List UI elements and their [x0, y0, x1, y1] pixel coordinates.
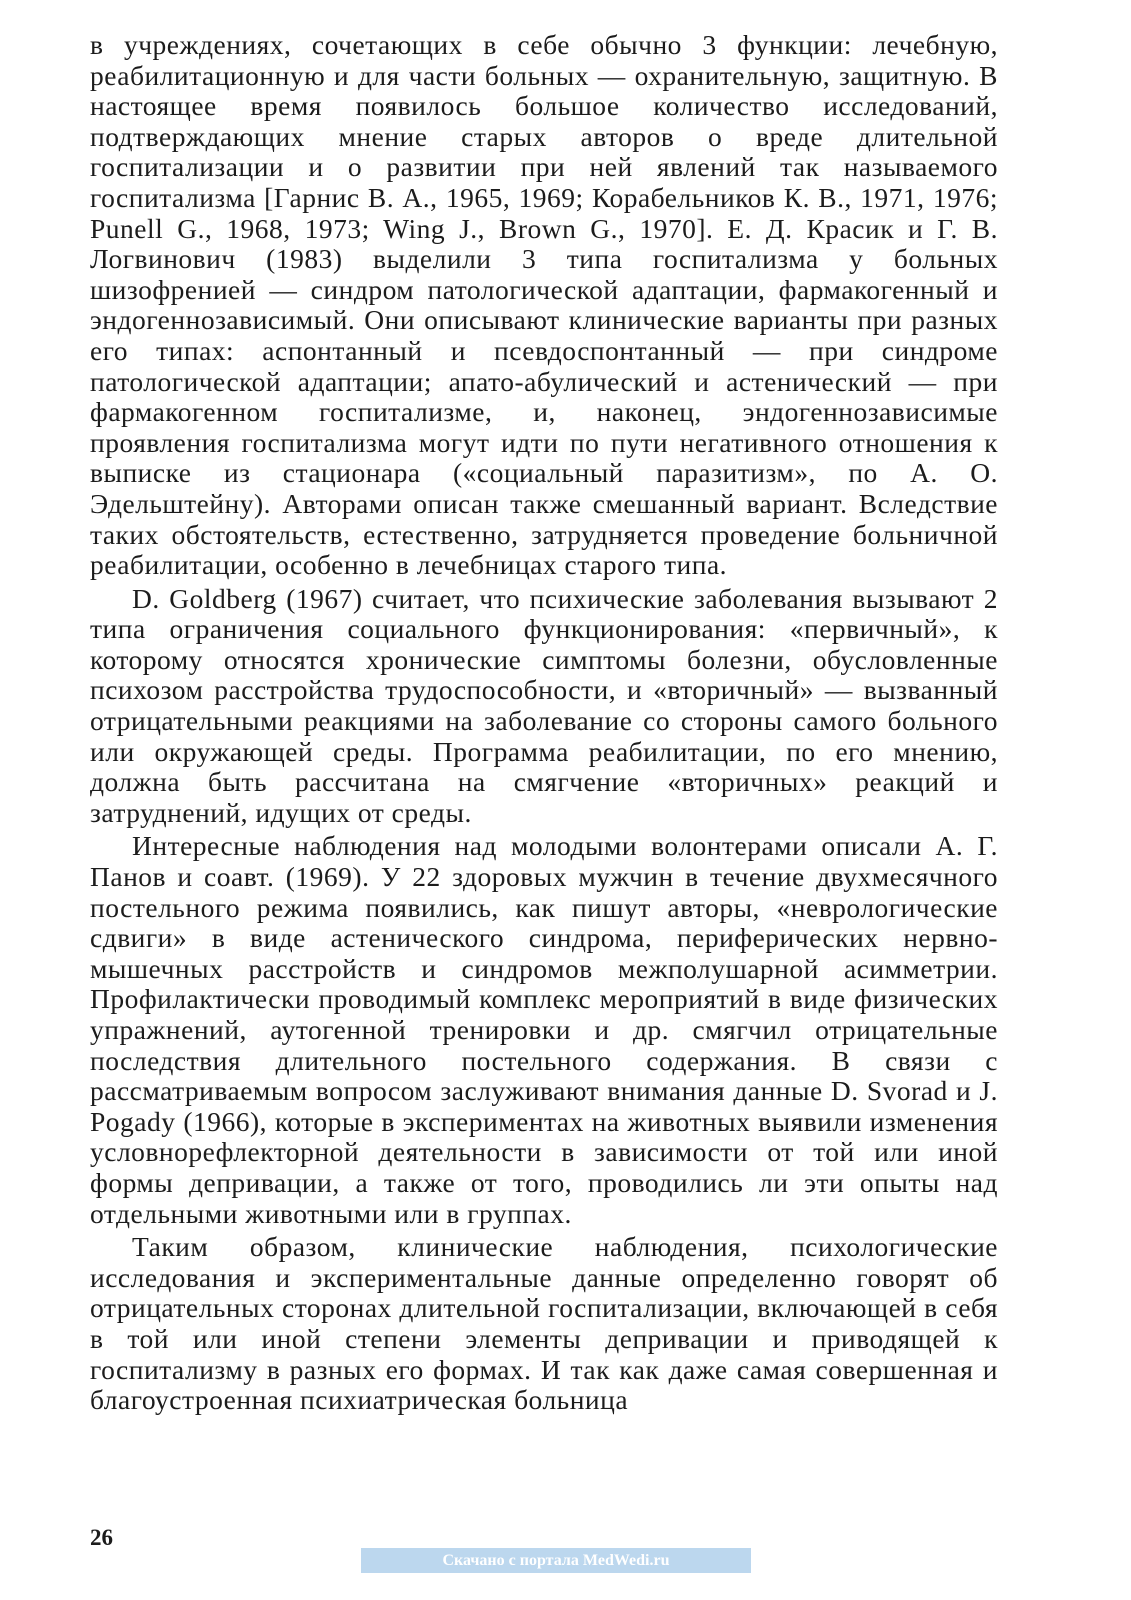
body-text: [90, 30, 998, 1419]
paragraph-conclusion: Таким образом, клинические наблюдения, психологические исследования и экспериментальные данные определенно говорят об отрицательных сторонах длительной госпитализации, включающей в себя в той или иной степени элементы депривации и приводящей к госпитализму в разных его формах. И так как даже самая совершенная и благоустроенная психиатрическая больница: [90, 1231, 998, 1416]
page-number: 26: [90, 1525, 113, 1550]
paragraph-goldberg: D. Goldberg (1967) считает, что психические заболевания вызывают 2 типа ограничения социального функционирования: «первичный», к которому относятся хронические симптомы болезни, обусловленные психозом расстройства трудоспособности, и «вторичный» — вызванный отрицательными реакциями на заболевание со стороны самого больного или окружающей среды. Программа реабилитации, по его мнению, должна быть рассчитана на смягчение «вторичных» реакций и затруднений, идущих от среды.: [90, 582, 998, 828]
paragraph-continuation: в учреждениях, сочетающих в себе обычно 3 функции: лечебную, реабилитационную и для части больных — охранительную, защитную. В настоящее время появилось большое количество исследований, подтверждающих мнение старых авторов о вреде длительной госпитализации и о развитии при ней явлений так называемого госпитализма [Гарнис В. А., 1965, 1969; Корабельников К. В., 1971, 1976; Punell G., 1968, 1973; Wing J., Brown G., 1970]. Е. Д. Красик и Г. В. Логвинович (1983) выделили 3 типа госпитализма у больных шизофренией — синдром патологической адаптации, фармакогенный и эндогеннозависимый. Они описывают клинические варианты при разных его типах: аспонтанный и псевдоспонтанный — при синдроме патологической адаптации; апато-абулический и астенический — при фармакогенном госпитализме, и, наконец, эндогеннозависимые проявления госпитализма могут идти по пути негативного отношения к выписке из стационара («социальный паразитизм», по А. О. Эдельштейну). Авторами описан также смешанный вариант. Вследствие таких обстоятельств, естественно, затрудняется проведение больничной реабилитации, особенно в лечебницах старого типа.: [90, 29, 998, 581]
paragraph-volunteers: Интересные наблюдения над молодыми волонтерами описали А. Г. Панов и соавт. (1969). У 22 здоровых мужчин в течение двухмесячного постельного режима появились, как пишут авторы, «неврологические сдвиги» в виде астенического синдрома, периферических нервно-мышечных расстройств и синдромов межполушарной асимметрии. Профилактически проводимый комплекс мероприятий в виде физических упражнений, аутогенной тренировки и др. смягчил отрицательные последствия длительного постельного содержания. В связи с рассматриваемым вопросом заслуживают внимания данные D. Svorad и J. Pogady (1966), которые в экспериментах на животных выявили изменения условнорефлекторной деятельности в зависимости от той или иной формы депривации, а также от того, проводились ли эти опыты над отдельными животными или в группах.: [90, 830, 998, 1229]
watermark-banner: Скачано с портала MedWedi.ru: [361, 1548, 751, 1573]
